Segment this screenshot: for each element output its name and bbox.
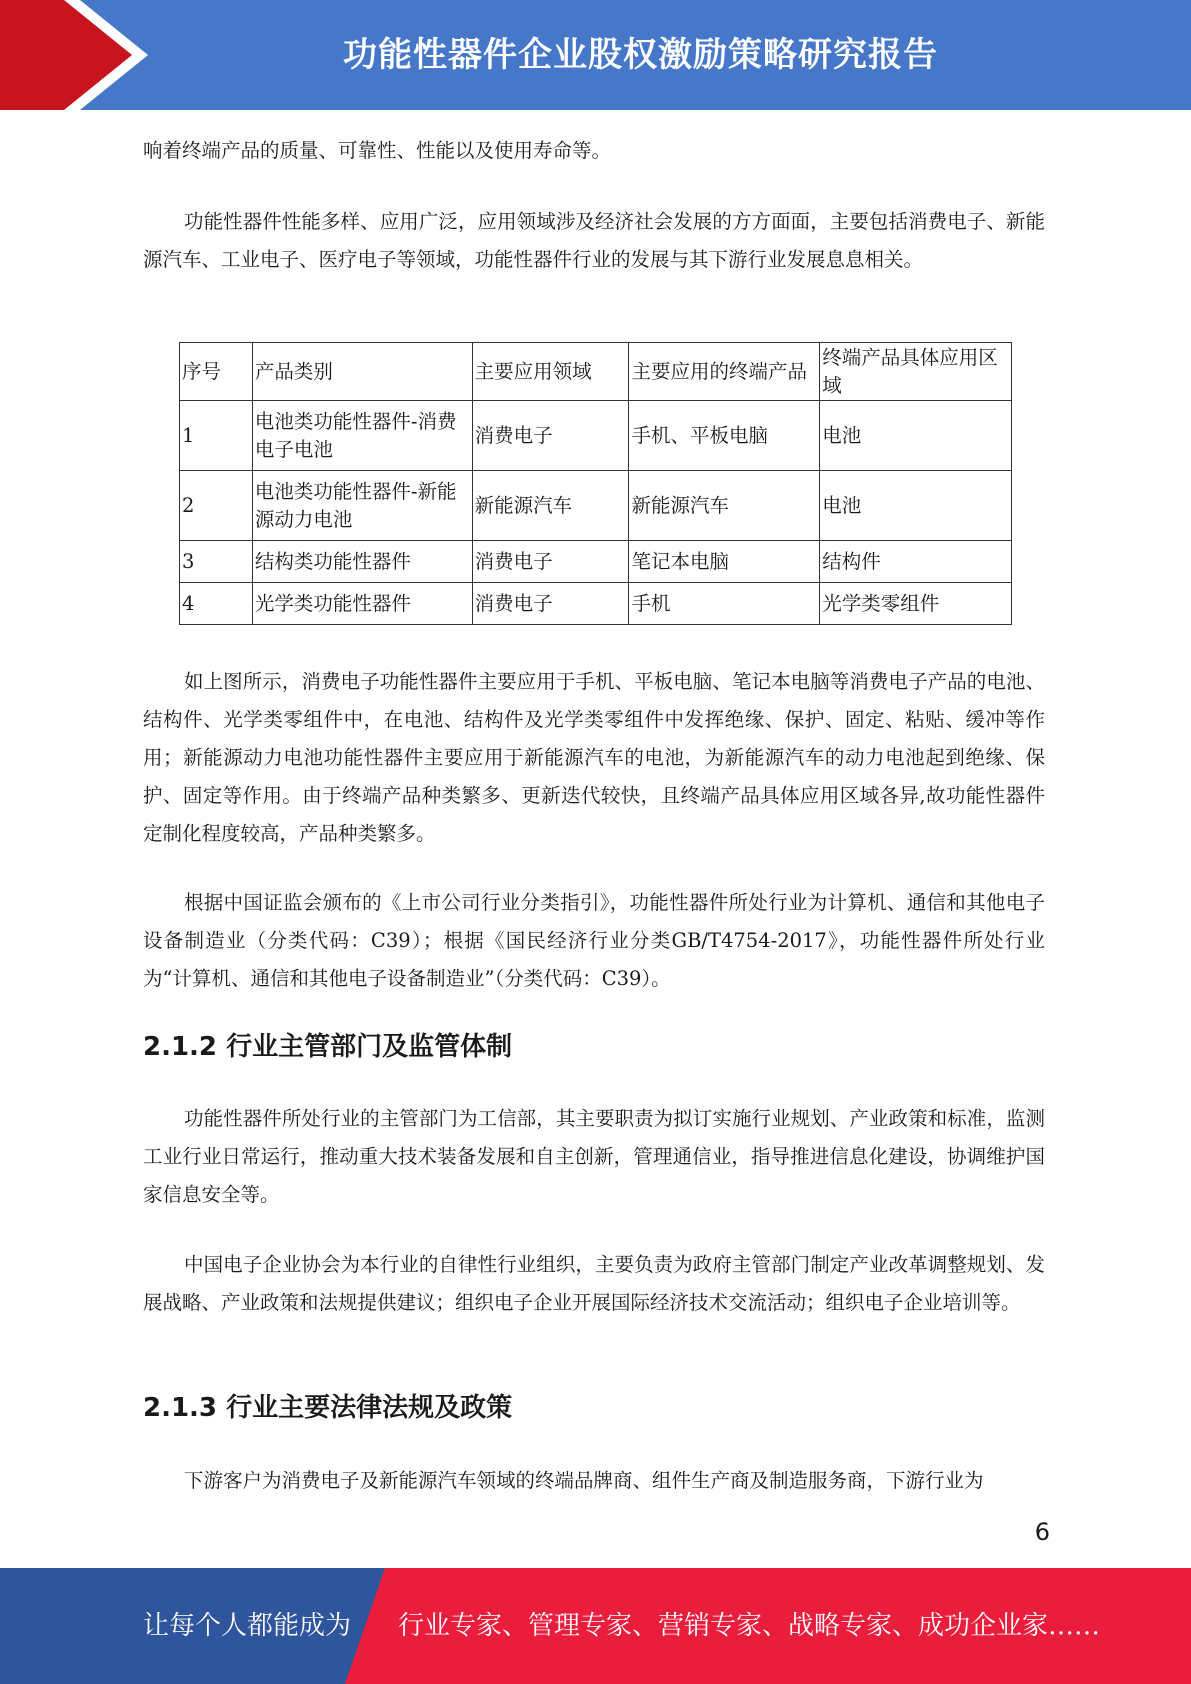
paragraph: 根据中国证监会颁布的《上市公司行业分类指引》，功能性器件所处行业为计算机、通信和其他电子设备制造业（分类代码：C39）；根据《国民经济行业分类GB/T4754-2017》，功能性器件所处行业为“计算机、通信和其他电子设备制造业”（分类代码：C39）。 bbox=[143, 891, 1045, 990]
table-cell: 手机 bbox=[629, 583, 820, 625]
table-cell: 光学类功能性器件 bbox=[252, 583, 472, 625]
section-heading: 2.1.3 行业主要法律法规及政策 bbox=[143, 1393, 513, 1423]
table-cell: 光学类零组件 bbox=[820, 583, 1012, 625]
header-cell: 终端产品具体应用区域 bbox=[820, 343, 1012, 401]
product-table bbox=[179, 342, 1012, 625]
header-cell: 产品类别 bbox=[252, 343, 472, 401]
table-cell: 手机、平板电脑 bbox=[629, 401, 820, 471]
table-cell: 3 bbox=[180, 541, 253, 583]
header-cell: 主要应用领域 bbox=[472, 343, 629, 401]
table-row bbox=[180, 471, 1012, 541]
table-cell: 新能源汽车 bbox=[629, 471, 820, 541]
page-number: 6 bbox=[1034, 1518, 1050, 1546]
page-header bbox=[0, 0, 1191, 110]
table-header-row bbox=[180, 343, 1012, 401]
page-footer bbox=[0, 1568, 1191, 1684]
table-cell: 电池 bbox=[820, 401, 1012, 471]
report-title: 功能性器件企业股权激励策略研究报告 bbox=[343, 35, 938, 75]
table-cell: 电池类功能性器件-新能源动力电池 bbox=[252, 471, 472, 541]
table-cell: 笔记本电脑 bbox=[629, 541, 820, 583]
table-cell: 电池类功能性器件-消费电子电池 bbox=[252, 401, 472, 471]
header-cell: 主要应用的终端产品 bbox=[629, 343, 820, 401]
footer-slogan-right: 行业专家、管理专家、营销专家、战略专家、成功企业家…… bbox=[398, 1611, 1101, 1641]
paragraph: 下游客户为消费电子及新能源汽车领域的终端品牌商、组件生产商及制造服务商，下游行业为 bbox=[184, 1469, 984, 1492]
paragraph: 响着终端产品的质量、可靠性、性能以及使用寿命等。 bbox=[143, 139, 612, 162]
table-row bbox=[180, 541, 1012, 583]
table-cell: 结构件 bbox=[820, 541, 1012, 583]
table-cell: 电池 bbox=[820, 471, 1012, 541]
table-cell: 新能源汽车 bbox=[472, 471, 629, 541]
section-heading: 2.1.2 行业主管部门及监管体制 bbox=[143, 1032, 513, 1062]
paragraph: 如上图所示，消费电子功能性器件主要应用于手机、平板电脑、笔记本电脑等消费电子产品的电池、结构件、光学类零组件中，在电池、结构件及光学类零组件中发挥绝缘、保护、固定、粘贴、缓冲等作用；新能源动力电池功能性器件主要应用于新能源汽车的电池，为新能源汽车的动力电池起到绝缘、保护、固定等作用。由于终端产品种类繁多、更新迭代较快，且终端产品具体应用区域各异,故功能性器件定制化程度较高，产品种类繁多。 bbox=[143, 670, 1045, 845]
header-cell: 序号 bbox=[180, 343, 253, 401]
table-cell: 消费电子 bbox=[472, 583, 629, 625]
table-row bbox=[180, 401, 1012, 471]
paragraph: 功能性器件所处行业的主管部门为工信部，其主要职责为拟订实施行业规划、产业政策和标准，监测工业行业日常运行，推动重大技术装备发展和自主创新，管理通信业，指导推进信息化建设，协调维护国家信息安全等。 bbox=[143, 1107, 1045, 1206]
table-row bbox=[180, 583, 1012, 625]
table-cell: 2 bbox=[180, 471, 253, 541]
table-cell: 结构类功能性器件 bbox=[252, 541, 472, 583]
footer-slogan-left: 让每个人都能成为 bbox=[143, 1611, 352, 1641]
paragraph: 中国电子企业协会为本行业的自律性行业组织，主要负责为政府主管部门制定产业改革调整规划、发展战略、产业政策和法规提供建议；组织电子企业开展国际经济技术交流活动；组织电子企业培训等。 bbox=[143, 1253, 1045, 1314]
table-cell: 4 bbox=[180, 583, 253, 625]
table-cell: 消费电子 bbox=[472, 401, 629, 471]
paragraph: 功能性器件性能多样、应用广泛，应用领域涉及经济社会发展的方方面面，主要包括消费电子、新能源汽车、工业电子、医疗电子等领域，功能性器件行业的发展与其下游行业发展息息相关。 bbox=[143, 210, 1045, 271]
table-cell: 消费电子 bbox=[472, 541, 629, 583]
table-cell: 1 bbox=[180, 401, 253, 471]
